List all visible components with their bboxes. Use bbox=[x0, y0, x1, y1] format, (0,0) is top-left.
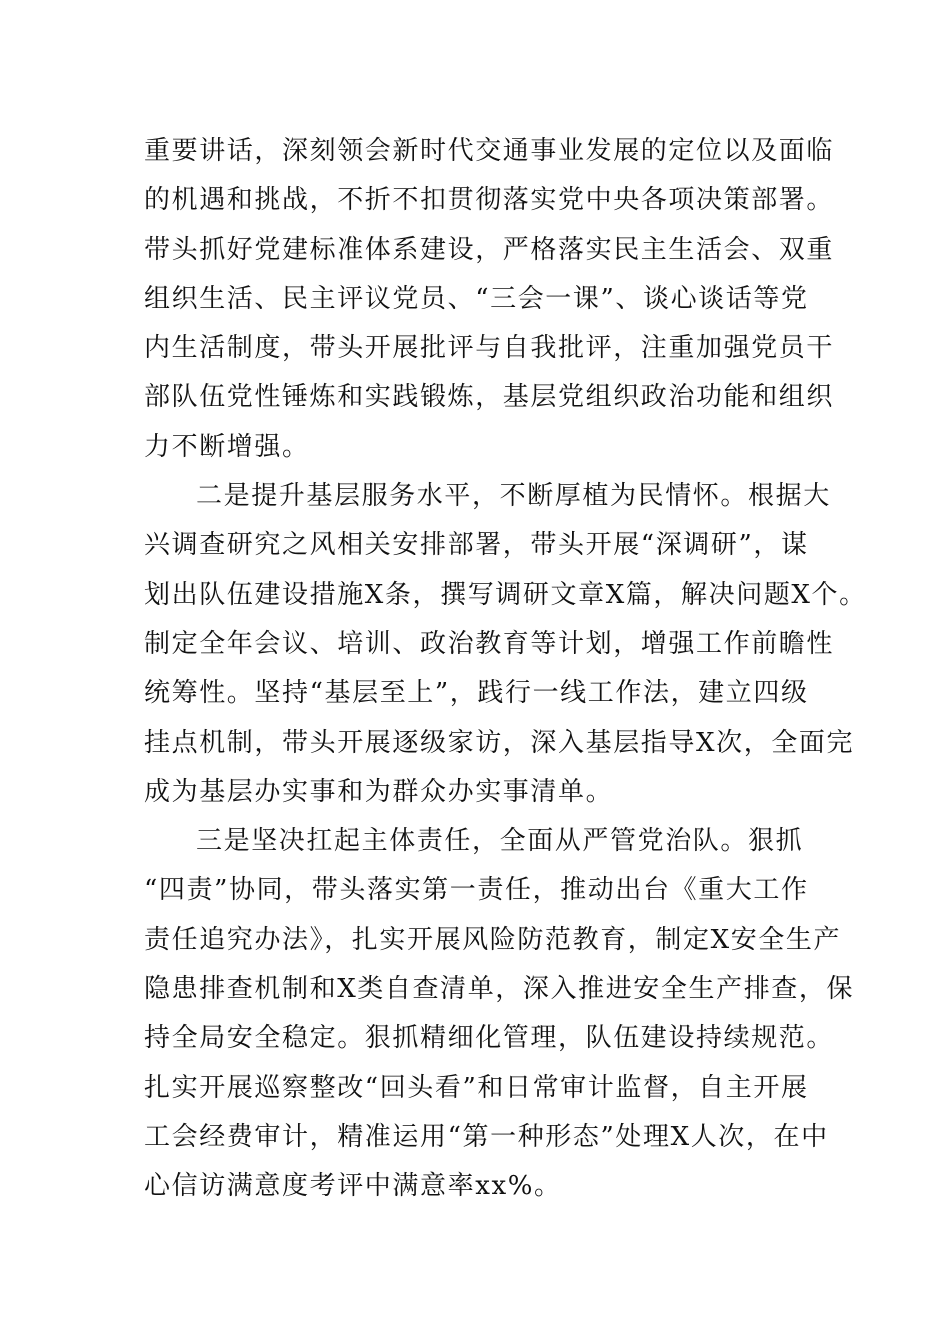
text-line: 工会经费审计，精准运用“第一种形态”处理X人次，在中 bbox=[144, 1121, 829, 1152]
text-line: 统筹性。坚持“基层至上”，践行一线工作法，建立四级 bbox=[144, 678, 809, 709]
text-line: “四责”协同，带头落实第一责任，推动出台《重大工作 bbox=[144, 875, 809, 906]
text-line: 成为基层办实事和为群众办实事清单。 bbox=[144, 776, 614, 807]
text-line: 持全局安全稳定。狠抓精细化管理，队伍建设持续规范。 bbox=[144, 1023, 835, 1054]
text-line: 组织生活、民主评议党员、“三会一课”、谈心谈话等党 bbox=[144, 283, 809, 314]
paragraph-start-line: 二是提升基层服务水平，不断厚植为民情怀。根据大 bbox=[196, 481, 831, 512]
text-line: 内生活制度，带头开展批评与自我批评，注重加强党员干 bbox=[144, 333, 835, 364]
text-line: 重要讲话，深刻领会新时代交通事业发展的定位以及面临 bbox=[144, 136, 835, 166]
text-line: 划出队伍建设措施X条，撰写调研文章X篇，解决问题X个。 bbox=[144, 579, 867, 610]
text-line: 的机遇和挑战，不折不扣贯彻落实党中央各项决策部署。 bbox=[144, 185, 835, 216]
text-line: 扎实开展巡察整改“回头看”和日常审计监督，自主开展 bbox=[144, 1072, 809, 1103]
text-line: 力不断增强。 bbox=[144, 431, 310, 462]
text-line: 挂点机制，带头开展逐级家访，深入基层指导X次，全面完 bbox=[144, 727, 855, 758]
body-text bbox=[144, 127, 867, 1212]
text-line: 责任追究办法》，扎实开展风险防范教育，制定X安全生产 bbox=[144, 924, 842, 955]
text-line: 部队伍党性锤炼和实践锻炼，基层党组织政治功能和组织 bbox=[144, 382, 835, 413]
paragraph-start-line: 三是坚决扛起主体责任，全面从严管党治队。狠抓 bbox=[196, 826, 804, 857]
text-line: 制定全年会议、培训、政治教育等计划，增强工作前瞻性 bbox=[144, 628, 835, 659]
text-line: 心信访满意度考评中满意率xx%。 bbox=[144, 1171, 562, 1202]
text-line: 兴调查研究之风相关安排部署，带头开展“深调研”，谋 bbox=[144, 530, 809, 561]
text-line: 隐患排查机制和X类自查清单，深入推进安全生产排查，保 bbox=[144, 974, 855, 1005]
text-line: 带头抓好党建标准体系建设，严格落实民主生活会、双重 bbox=[144, 234, 835, 265]
